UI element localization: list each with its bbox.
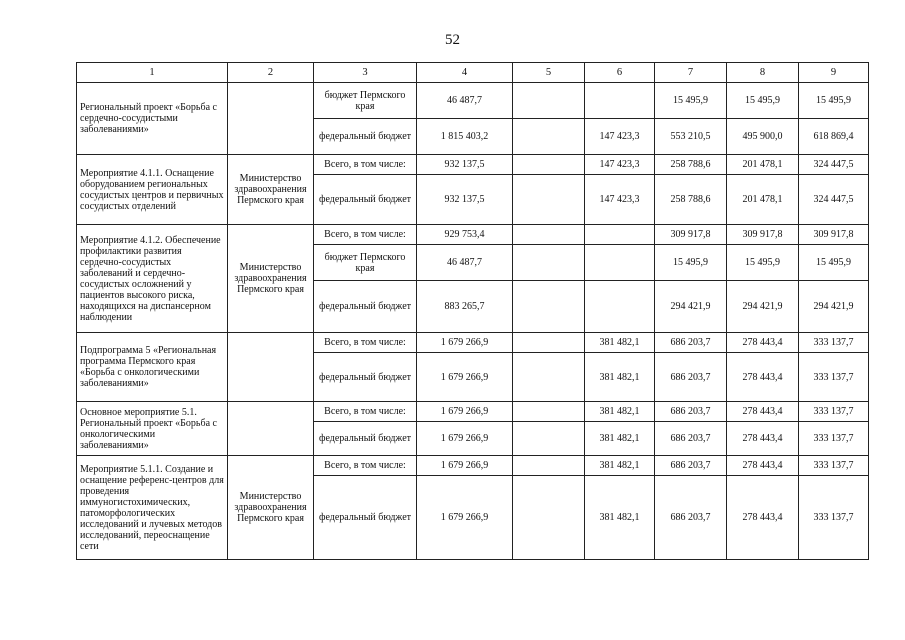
value-cell: 15 495,9 (655, 83, 727, 119)
executor-cell (228, 83, 314, 155)
value-cell: 495 900,0 (727, 119, 799, 155)
value-cell: 333 137,7 (799, 476, 869, 560)
value-cell: 333 137,7 (799, 456, 869, 476)
value-cell: 381 482,1 (585, 456, 655, 476)
value-cell (585, 245, 655, 281)
table-row (77, 402, 869, 422)
executor-cell (228, 402, 314, 456)
source-cell: Всего, в том числе: (314, 333, 417, 353)
value-cell (513, 456, 585, 476)
item-name-cell: Подпрограмма 5 «Региональная программа Пермского края «Борьба с онкологическими заболеваниями» (77, 333, 228, 402)
header-cell: 9 (799, 63, 869, 83)
table-row (77, 225, 869, 245)
source-cell: Всего, в том числе: (314, 402, 417, 422)
table-row (77, 456, 869, 476)
header-cell: 7 (655, 63, 727, 83)
value-cell: 147 423,3 (585, 155, 655, 175)
value-cell: 1 679 266,9 (417, 456, 513, 476)
source-cell: федеральный бюджет (314, 119, 417, 155)
value-cell: 333 137,7 (799, 402, 869, 422)
value-cell: 686 203,7 (655, 456, 727, 476)
value-cell: 1 679 266,9 (417, 422, 513, 456)
value-cell (513, 476, 585, 560)
value-cell (513, 155, 585, 175)
header-row (77, 63, 869, 83)
table-row (77, 333, 869, 353)
value-cell (513, 119, 585, 155)
table-row (77, 83, 869, 119)
value-cell: 147 423,3 (585, 175, 655, 225)
value-cell (513, 402, 585, 422)
value-cell (585, 225, 655, 245)
header-cell: 2 (228, 63, 314, 83)
value-cell: 15 495,9 (727, 245, 799, 281)
page-number: 52 (445, 32, 460, 48)
executor-cell: Министерство здравоохранения Пермского края (228, 155, 314, 225)
source-cell: Всего, в том числе: (314, 225, 417, 245)
table-row (77, 155, 869, 175)
value-cell (585, 281, 655, 333)
value-cell: 294 421,9 (799, 281, 869, 333)
item-name-cell: Мероприятие 4.1.2. Обеспечение профилактики развития сердечно-сосудистых заболеваний и сердечно-сосудистых осложнений у пациентов высокого риска, находящихся на диспансерном наблюдении (77, 225, 228, 333)
source-cell: федеральный бюджет (314, 353, 417, 402)
value-cell: 15 495,9 (799, 83, 869, 119)
value-cell: 278 443,4 (727, 476, 799, 560)
item-name-cell: Мероприятие 4.1.1. Оснащение оборудованием региональных сосудистых центров и первичных сосудистых отделений (77, 155, 228, 225)
value-cell: 333 137,7 (799, 353, 869, 402)
value-cell: 381 482,1 (585, 353, 655, 402)
value-cell: 686 203,7 (655, 402, 727, 422)
header-cell: 1 (77, 63, 228, 83)
value-cell (513, 353, 585, 402)
source-cell: федеральный бюджет (314, 281, 417, 333)
source-cell: Всего, в том числе: (314, 155, 417, 175)
item-name-cell: Основное мероприятие 5.1. Региональный проект «Борьба с онкологическими заболеваниями» (77, 402, 228, 456)
header-cell: 3 (314, 63, 417, 83)
value-cell: 278 443,4 (727, 353, 799, 402)
value-cell (513, 333, 585, 353)
value-cell: 1 679 266,9 (417, 402, 513, 422)
value-cell: 258 788,6 (655, 175, 727, 225)
value-cell: 932 137,5 (417, 155, 513, 175)
value-cell: 1 679 266,9 (417, 353, 513, 402)
value-cell: 324 447,5 (799, 175, 869, 225)
value-cell: 333 137,7 (799, 422, 869, 456)
value-cell: 932 137,5 (417, 175, 513, 225)
value-cell: 1 679 266,9 (417, 476, 513, 560)
value-cell: 381 482,1 (585, 333, 655, 353)
value-cell: 309 917,8 (727, 225, 799, 245)
header-cell: 6 (585, 63, 655, 83)
value-cell: 929 753,4 (417, 225, 513, 245)
value-cell: 618 869,4 (799, 119, 869, 155)
budget-table (76, 62, 869, 560)
value-cell: 686 203,7 (655, 353, 727, 402)
value-cell: 15 495,9 (727, 83, 799, 119)
value-cell (513, 83, 585, 119)
value-cell: 381 482,1 (585, 402, 655, 422)
value-cell: 46 487,7 (417, 245, 513, 281)
value-cell: 883 265,7 (417, 281, 513, 333)
header-cell: 8 (727, 63, 799, 83)
value-cell: 1 679 266,9 (417, 333, 513, 353)
source-cell: бюджет Пермского края (314, 245, 417, 281)
value-cell: 333 137,7 (799, 333, 869, 353)
header-cell: 5 (513, 63, 585, 83)
value-cell: 294 421,9 (727, 281, 799, 333)
value-cell (513, 245, 585, 281)
value-cell: 278 443,4 (727, 456, 799, 476)
source-cell: бюджет Пермского края (314, 83, 417, 119)
value-cell: 686 203,7 (655, 422, 727, 456)
value-cell: 1 815 403,2 (417, 119, 513, 155)
value-cell: 201 478,1 (727, 175, 799, 225)
item-name-cell: Мероприятие 5.1.1. Создание и оснащение референс-центров для проведения иммуногистохимических, патоморфологических исследований и лучевых методов исследований, переоснащение сети (77, 456, 228, 560)
value-cell: 686 203,7 (655, 333, 727, 353)
source-cell: Всего, в том числе: (314, 456, 417, 476)
value-cell: 15 495,9 (799, 245, 869, 281)
value-cell (513, 175, 585, 225)
value-cell (513, 422, 585, 456)
value-cell: 201 478,1 (727, 155, 799, 175)
value-cell: 294 421,9 (655, 281, 727, 333)
value-cell: 324 447,5 (799, 155, 869, 175)
executor-cell: Министерство здравоохранения Пермского края (228, 225, 314, 333)
value-cell: 278 443,4 (727, 422, 799, 456)
source-cell: федеральный бюджет (314, 476, 417, 560)
value-cell: 381 482,1 (585, 476, 655, 560)
source-cell: федеральный бюджет (314, 422, 417, 456)
value-cell: 147 423,3 (585, 119, 655, 155)
value-cell: 686 203,7 (655, 476, 727, 560)
value-cell (513, 281, 585, 333)
value-cell: 553 210,5 (655, 119, 727, 155)
value-cell (513, 225, 585, 245)
header-cell: 4 (417, 63, 513, 83)
executor-cell: Министерство здравоохранения Пермского края (228, 456, 314, 560)
executor-cell (228, 333, 314, 402)
value-cell: 46 487,7 (417, 83, 513, 119)
item-name-cell: Региональный проект «Борьба с сердечно-сосудистыми заболеваниями» (77, 83, 228, 155)
value-cell: 309 917,8 (655, 225, 727, 245)
value-cell: 278 443,4 (727, 333, 799, 353)
value-cell: 278 443,4 (727, 402, 799, 422)
value-cell (585, 83, 655, 119)
value-cell: 15 495,9 (655, 245, 727, 281)
value-cell: 258 788,6 (655, 155, 727, 175)
value-cell: 381 482,1 (585, 422, 655, 456)
value-cell: 309 917,8 (799, 225, 869, 245)
source-cell: федеральный бюджет (314, 175, 417, 225)
